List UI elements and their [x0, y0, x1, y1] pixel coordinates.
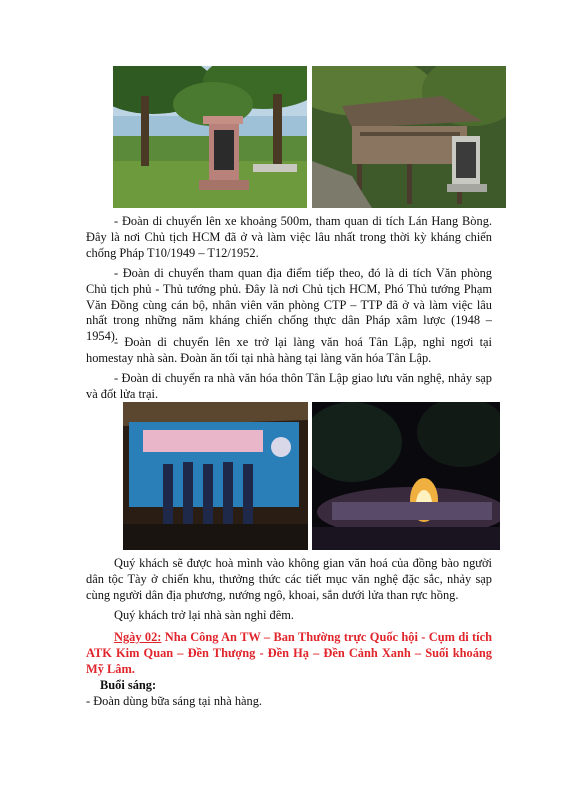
- stilt-house-photo: [312, 66, 506, 208]
- paragraph-giao-luu: - Đoàn di chuyển ra nhà văn hóa thôn Tân Lập giao lưu văn nghệ, nhảy sạp và đốt lửa trại.: [86, 371, 492, 401]
- paragraph-lan-hang-bong: - Đoàn di chuyển lên xe khoảng 500m, tham quan di tích Lán Hang Bòng. Đây là nơi Chủ tịch HCM đã ở và làm việc lâu nhất trong thời kỳ kháng chiến chống Pháp T10/1949 – T12/1952.: [86, 214, 492, 260]
- campfire-photo: [312, 402, 500, 550]
- performance-photo: [123, 402, 308, 550]
- paragraph-homestay: - Đoàn di chuyển lên xe trở lại làng văn hoá Tân Lập, nghỉ ngơi tại homestay nhà sàn. Đoàn ăn tối tại nhà hàng tại làng văn hóa Tân Lập.: [86, 335, 492, 365]
- morning-label: Buổi sáng:: [100, 678, 157, 692]
- paragraph-breakfast: - Đoàn dùng bữa sáng tại nhà hàng.: [86, 694, 263, 708]
- day2-heading: [86, 630, 492, 677]
- paragraph-hoa-minh: Quý khách sẽ được hoà mình vào không gian văn hoá của đồng bào người dân tộc Tày ở chiến khu, thưởng thức các tiết mục văn nghệ đặc sắc, nhảy sạp cùng người dân địa phương, nướng ngô, khoai, sắn dưới lửa than rực hồng.: [86, 556, 492, 602]
- paragraph-nghi-dem: Quý khách trở lại nhà sàn nghỉ đêm.: [114, 608, 294, 622]
- paragraph-van-phong: - Đoàn di chuyển tham quan địa điểm tiếp theo, đó là di tích Văn phòng Chủ tịch phủ - Thủ tướng phủ. Đây là nơi Chủ tịch HCM, Phó Thủ tướng Phạm Văn Đồng cùng cán bộ, nhân viên văn phòng CTP – TTP đã ở và làm việc lâu nhất trong những năm kháng chiến chống thực dân Pháp xâm lược (1948 – 1954).: [86, 266, 492, 344]
- day2-label: Ngày 02:: [114, 630, 162, 644]
- monument-photo: [113, 66, 307, 208]
- day2-title: Nha Công An TW – Ban Thường trực Quốc hội - Cụm di tích ATK Kim Quan – Đền Thượng - Đền Hạ – Đền Cảnh Xanh – Suối khoáng Mỹ Lâm.: [86, 630, 492, 676]
